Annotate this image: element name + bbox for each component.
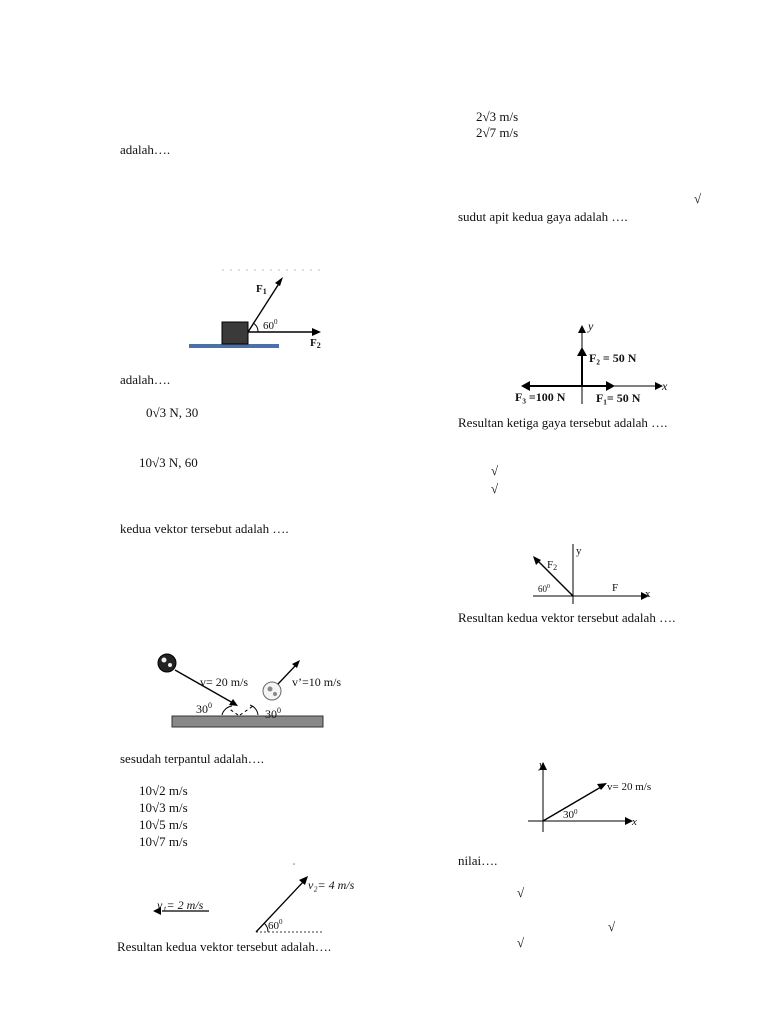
f2-arrowhead [312, 328, 321, 336]
svg-text:300: $30^0$ [196, 701, 212, 716]
angle-label: 30 [563, 809, 574, 821]
block [222, 322, 248, 344]
q4-option-1: 10√2 m/s [139, 783, 188, 798]
ball-incoming [158, 654, 176, 672]
f2-label: F [547, 559, 554, 571]
q2-option-b: 10√3 N, 60 [139, 455, 198, 470]
q4-option-3: 10√5 m/s [139, 817, 188, 832]
q9-stem: nilai…. [458, 853, 498, 868]
svg-text:F2: F2 [310, 337, 321, 350]
f-label: F [612, 582, 619, 594]
q4-stem: sesudah terpantul adalah…. [120, 751, 265, 766]
angle-left-label: 30 [196, 702, 208, 716]
q5-stem: Resultan kedua vektor tersebut adalah…. [117, 939, 332, 954]
x-axis-label: x [662, 379, 668, 393]
y-axis-label: y [539, 759, 544, 771]
three-forces-figure [510, 318, 675, 408]
option-a: 2√3 m/s [476, 109, 519, 124]
ball-outgoing [263, 682, 281, 700]
v1-label: v₁= 2 m/s [157, 898, 204, 912]
f1-label: F [256, 283, 263, 295]
f2-label: F [310, 337, 317, 349]
f3-label: F₃ =100 N [515, 390, 566, 404]
v-label: v= 20 m/s [607, 781, 652, 793]
svg-text:300: $30^0$ [563, 808, 578, 821]
q2-stem: adalah…. [120, 372, 171, 387]
q9-mark-2: √ [608, 919, 616, 934]
y-axis-label: y [588, 319, 594, 333]
option-b: 2√7 m/s [476, 125, 519, 140]
q9-mark-1: √ [517, 885, 525, 900]
svg-text:600: $60^0$ [268, 918, 283, 932]
q7-mark-1: √ [491, 463, 499, 478]
ball-bounce-figure [150, 648, 360, 733]
sqrt-mark: √ [694, 191, 702, 206]
svg-text:F1: F1 [256, 283, 267, 296]
x-axis-label: x [645, 588, 651, 600]
f2-label: F₂ = 50 N [589, 351, 637, 365]
angle-label: 60 [263, 320, 274, 332]
velocity-vector-figure [525, 756, 665, 834]
velocity-vectors-figure [150, 860, 365, 938]
block-force-figure [185, 268, 335, 358]
svg-text:600: $60^0$ [263, 318, 278, 332]
q4-option-4: 10√7 m/s [139, 834, 188, 849]
q9-mark-3: √ [517, 935, 525, 950]
surface [189, 344, 279, 348]
svg-text:300: $30^0$ [265, 706, 281, 721]
f1-arrowhead [275, 277, 283, 286]
q2-option-a: 0√3 N, 30 [146, 405, 199, 420]
v2-label: v₂= 4 m/s [308, 878, 355, 892]
f1-label: F₁= 50 N [596, 391, 641, 405]
svg-text:F2: F2 [547, 559, 558, 572]
x-axis-label: x [632, 816, 637, 828]
q6-stem: sudut apit kedua gaya adalah …. [458, 209, 628, 224]
y-axis-label: y [576, 545, 582, 557]
q1-stem: adalah…. [120, 142, 171, 157]
q7-mark-2: √ [491, 481, 499, 496]
vector-f2-figure [525, 542, 665, 607]
v-in-label: v= 20 m/s [200, 675, 249, 689]
angle-label: 60 [268, 920, 279, 932]
v-out-label: v’=10 m/s [292, 675, 342, 689]
angle-right-label: 30 [265, 707, 277, 721]
q4-option-2: 10√3 m/s [139, 800, 188, 815]
angle-label: 60 [538, 584, 547, 594]
svg-text:600: $60^0$ [538, 584, 550, 594]
q3-stem: kedua vektor tersebut adalah …. [120, 521, 289, 536]
q8-stem: Resultan kedua vektor tersebut adalah …. [458, 610, 676, 625]
q7-stem: Resultan ketiga gaya tersebut adalah …. [458, 415, 668, 430]
floor [172, 716, 323, 727]
